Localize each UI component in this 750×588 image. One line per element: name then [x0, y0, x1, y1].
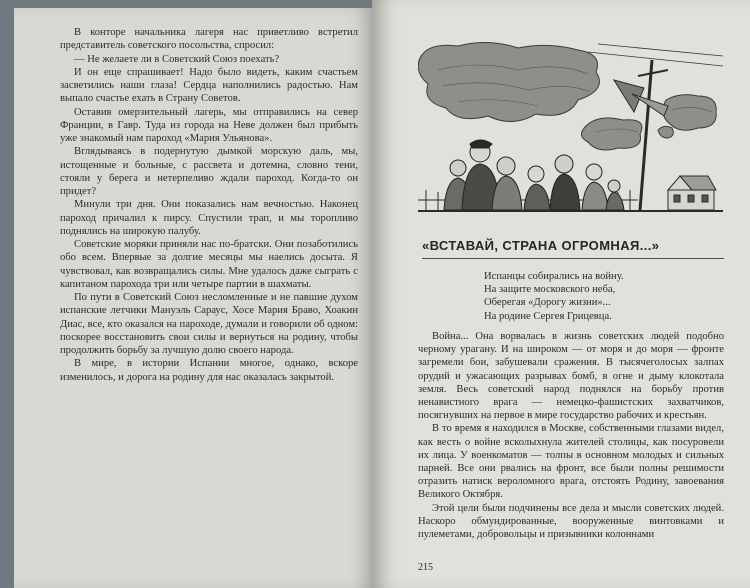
paragraph: Оставив омерзительный лагерь, мы отправились на север Франции, в Гавр. Туда из города на Неве должен был прибыть уже знакомый нам пароход «Мария Ульянова».	[60, 106, 358, 144]
paragraph: Вглядываясь в подернутую дымкой морскую даль, мы, истощенные и больные, с рассвета и дотемна, словно тени, стояли у берега и нетерпеливо ждали пароход. Когда-то он придет?	[60, 146, 358, 197]
paragraph: Советские моряки приняли нас по-братски. Они позаботились обо всем. Впервые за долгие месяцы мы наелись досыта. Я чувствовал, как возвращались силы. Мне удалось даже сыграть с капитаном парохода три или четыре партии в шахматы.	[60, 239, 358, 290]
right-page	[372, 0, 750, 588]
epigraph-line: Испанцы собирались на войну.	[484, 271, 624, 282]
right-page-text	[418, 330, 724, 541]
left-page	[14, 8, 376, 588]
epigraph-line: На защите московского неба,	[484, 284, 616, 296]
paragraph: По пути в Советский Союз несломленные и не павшие духом испанские летчики Мануэль Сараус, Хосе Мария Браво, Хоакин Диас, все, кто оказался на пароходе, думали и говорили об одном: поскорее восстановить свои силы и вернуться на родину, чтобы продолжить борьбу за лучшую долю своего народа.	[60, 292, 358, 356]
paragraph: В конторе начальника лагеря нас приветливо встретил представитель советского посольства, спросил:	[60, 27, 358, 52]
paragraph: Война... Она ворвалась в жизнь советских людей подобно черному урагану. И на широком — от моря и до моря — фронте загремели бои, забушевали сражения. В тысячеголосых залпах орудий и ужасающих разрывах бомб, в огне и дыму клокотала земля. Весь советский народ поднялся на борьбу против ненавистного врага — немецко-фашистских захватчиков, посягнувших на первое в мире государство рабочих и крестьян.	[418, 331, 724, 422]
paragraph: Минули три дня. Они показались нам вечностью. Наконец пароход причалил к пирсу. Спустили трап, и мы торопливо поднялись на широкую палубу.	[60, 199, 358, 237]
page-number: 215	[418, 562, 433, 573]
paragraph: Этой цели были подчинены все дела и мысли советских людей. Наскоро обмундированные, вооруженные винтовками и пулеметами, добровольцы и призывники колоннами	[418, 502, 724, 541]
epigraph-line: Оберегая «Дорогу жизни»...	[484, 297, 611, 309]
paragraph: В мире, в истории Испании многое, однако, вскоре изменилось, и дорога на родину для нас оказалась закрытой.	[60, 358, 358, 383]
paragraph: В то время я находился в Москве, собственными глазами видел, как весть о войне всколыхнула жителей столицы, как посуровели их лица. У военкоматов — толпы в основном молодых и сильных парней. Все они рвались на фронт, все были полны решимости отразить натиск вероломного врага, отстоять Родину, завоевания Великого Октября.	[418, 423, 724, 501]
left-page-text	[60, 26, 358, 384]
paragraph: И он еще спрашивает! Надо было видеть, каким счастьем засветились наши глаза! Сердца наполнились радостью. Нам выпало счастье ехать в Страну Советов.	[60, 66, 358, 105]
epigraph-line: На родине Сергея Грицевца.	[484, 310, 612, 322]
chapter-heading: «ВСТАВАЙ, СТРАНА ОГРОМНАЯ...»	[422, 238, 660, 253]
epigraph	[484, 270, 724, 323]
heading-rule	[422, 258, 724, 259]
paragraph: — Не желаете ли в Советский Союз поехать?	[74, 53, 280, 65]
chapter-illustration	[418, 40, 723, 214]
